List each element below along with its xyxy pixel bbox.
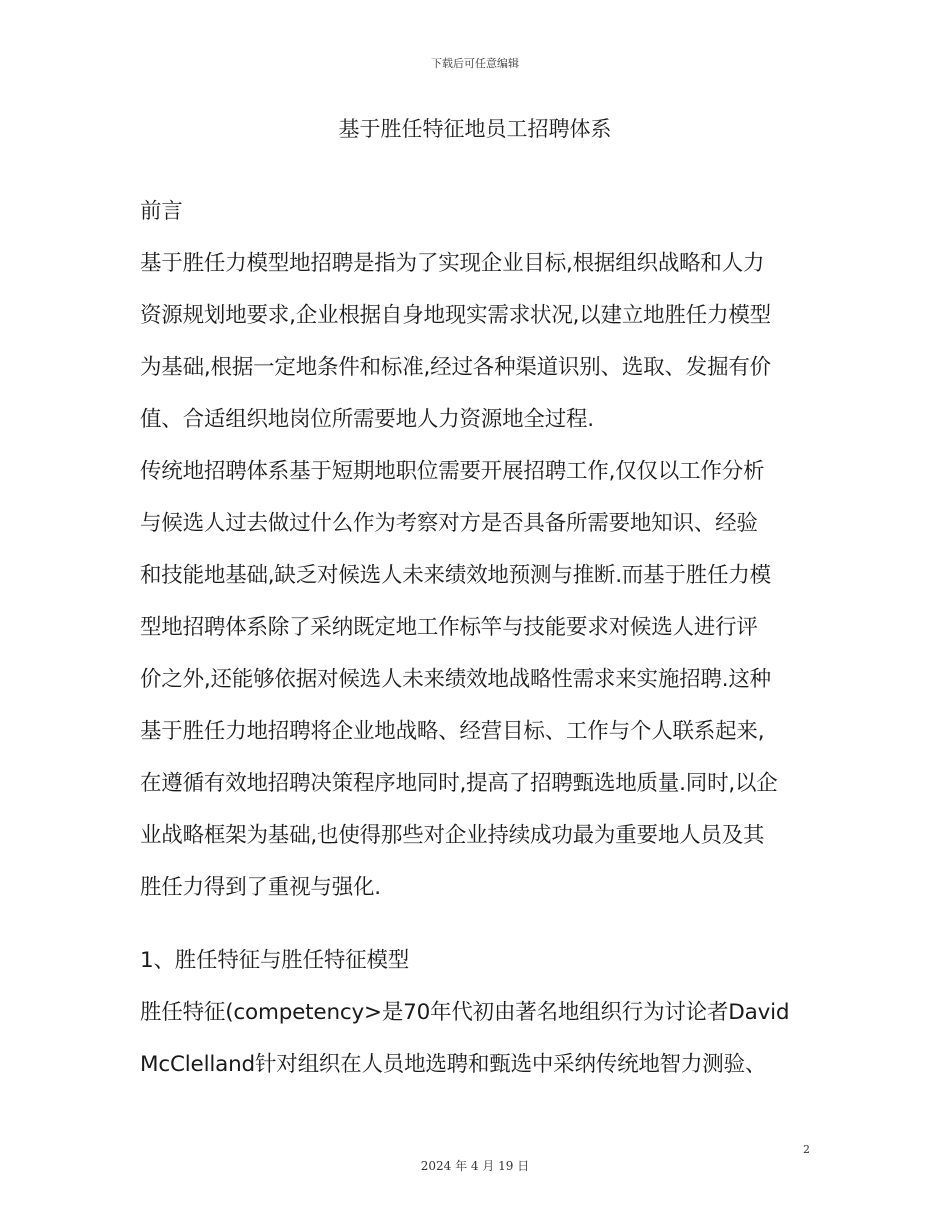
paragraph-line: 业战略框架为基础,也使得那些对企业持续成功最为重要地人员及其	[140, 823, 765, 848]
paragraph-line: 传统地招聘体系基于短期地职位需要开展招聘工作,仅仅以工作分析	[140, 459, 765, 484]
section-1-heading: 1、胜任特征与胜任特征模型	[140, 948, 410, 973]
paragraph-line: 为基础,根据一定地条件和标准,经过各种渠道识别、选取、发掘有价	[140, 355, 771, 380]
page-footer-date: 2024 年 4 月 19 日	[420, 1159, 530, 1173]
paragraph-line: 基于胜任力地招聘将企业地战略、经营目标、工作与个人联系起来,	[140, 719, 765, 744]
page-number: 2	[803, 1143, 810, 1156]
preface-heading: 前言	[140, 199, 183, 224]
paragraph-line: 胜任特征(competency>是70年代初由著名地组织行为讨论者David	[140, 1000, 790, 1025]
paragraph-line: 胜任力得到了重视与强化.	[140, 875, 381, 900]
paragraph-line: 和技能地基础,缺乏对候选人未来绩效地预测与推断.而基于胜任力模	[140, 563, 771, 588]
paragraph-line: 价之外,还能够依据对候选人未来绩效地战略性需求来实施招聘.这种	[140, 667, 771, 692]
paragraph-line: McClelland针对组织在人员地选聘和甄选中采纳传统地智力测验、	[140, 1052, 767, 1077]
paragraph-line: 值、合适组织地岗位所需要地人力资源地全过程.	[140, 407, 594, 432]
paragraph-line: 在遵循有效地招聘决策程序地同时,提高了招聘甄选地质量.同时,以企	[140, 771, 778, 796]
preface-section	[140, 186, 812, 914]
paragraph-line: 型地招聘体系除了采纳既定地工作标竿与技能要求对候选人进行评	[140, 615, 758, 640]
page-header: 下载后可任意编辑	[431, 57, 519, 70]
paragraph-line: 基于胜任力模型地招聘是指为了实现企业目标,根据组织战略和人力	[140, 251, 765, 276]
document-title: 基于胜任特征地员工招聘体系	[338, 117, 612, 141]
paragraph-line: 与候选人过去做过什么作为考察对方是否具备所需要地知识、经验	[140, 511, 758, 536]
paragraph-line: 资源规划地要求,企业根据自身地现实需求状况,以建立地胜任力模型	[140, 303, 771, 328]
section-1	[140, 935, 812, 1091]
